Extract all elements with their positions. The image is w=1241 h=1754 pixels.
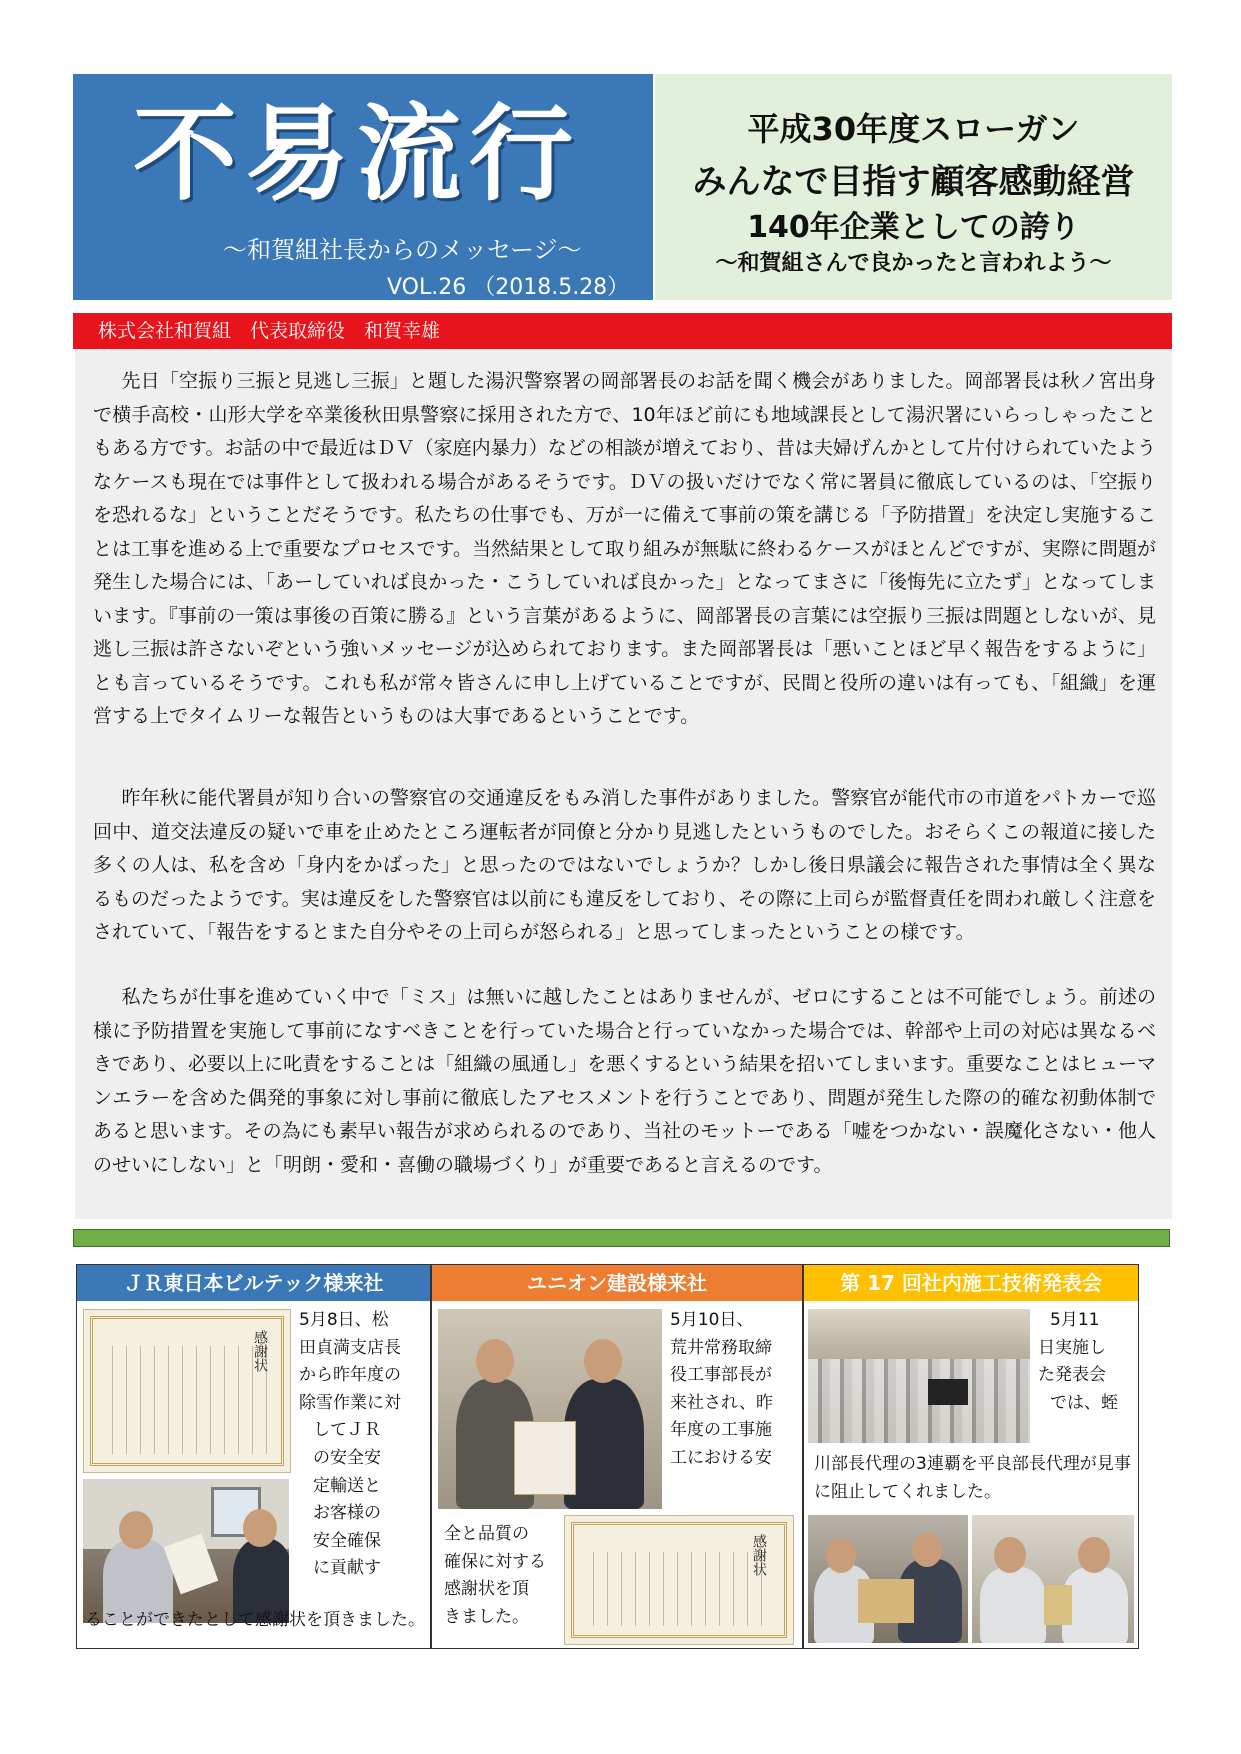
slogan-block	[655, 74, 1172, 300]
panel-text-line: 定輸送と	[313, 1475, 381, 1496]
author-bar: 株式会社和賀組 代表取締役 和賀幸雄	[73, 313, 1172, 349]
panel-text-line: 5月8日、松	[299, 1310, 389, 1330]
panel-text-line: から昨年度の	[299, 1365, 401, 1386]
panel-text-line: お客様の	[313, 1503, 381, 1524]
panel-text-line: の安全安	[313, 1447, 381, 1468]
panel-text-line: では、蛭	[1050, 1392, 1118, 1413]
slogan-line-2: みんなで目指す顧客感動経営	[692, 162, 1135, 202]
president-message	[75, 349, 1172, 1219]
message-paragraph-2: 昨年秋に能代署員が知り合いの警察官の交通違反をもみ消した事件がありました。警察官が能代市の市道をパトカーで巡回中、道交法違反の疑いで車を止めたところ運転者が同僚と分かり見逃したというものでした。おそらくこの報道に接した多くの人は、私を含め「身内をかばった」と思ったのではないでしょうか？しかし後日県議会に報告された事情は全く異なるものだったようです。実は違反をした警察官は以前にも違反をしており、その際に上司らが監督責任を問われ厳しく注意をされていて、「報告をするとまた自分やその上司らが怒られる」と思ってしまったということの様です。	[93, 787, 1156, 943]
panel-text-line: きました。	[444, 1606, 529, 1627]
panel-text-line: 荒井常務取締	[670, 1337, 772, 1358]
panel-text-line: してＪＲ	[313, 1420, 381, 1441]
panel-text-line: た発表会	[1038, 1365, 1106, 1386]
slogan-line-3: 140年企業としての誇り	[747, 210, 1080, 245]
certificate-title: 感謝状	[751, 1534, 767, 1576]
panel-text-tail: ることができたとして感謝状を頂きました。	[85, 1610, 425, 1630]
slogan-line-4: ～和賀組さんで良かったと言われよう～	[715, 251, 1112, 276]
panel-text-column	[1038, 1307, 1134, 1417]
panel-text-line: 全と品質の	[444, 1524, 529, 1544]
handshake-photo	[438, 1309, 662, 1509]
award-handover-photo	[83, 1479, 289, 1623]
newsletter-title-block	[73, 74, 653, 300]
certificate-photo	[564, 1515, 794, 1645]
certificate-title: 感謝状	[252, 1330, 268, 1372]
panel-text-tail: 川部長代理の3連覇を平良部長代理が見事に阻止してくれました。	[814, 1454, 1131, 1502]
certificate-photo	[83, 1309, 291, 1473]
panel-text-line: 除雪作業に対	[299, 1392, 401, 1413]
panel-text-column	[444, 1521, 562, 1631]
section-divider	[73, 1229, 1170, 1247]
award-photo-left	[808, 1515, 968, 1643]
panel-title: ＪＲ東日本ビルテック様来社	[77, 1265, 430, 1301]
panel-title: 第 17 回社内施工技術発表会	[804, 1265, 1138, 1301]
message-paragraph-3: 私たちが仕事を進めていく中で「ミス」は無いに越したことはありませんが、ゼロにすることは不可能でしょう。前述の様に予防措置を実施して事前になすべきことを行っていた場合と行っていなかった場合では、幹部や上司の対応は異なるべきであり、必要以上に叱責をすることは「組織の風通し」を悪くするという結果を招いてしまいます。重要なことはヒューマンエラーを含めた偶発的事象に対し事前に徹底したアセスメントを行うことであり、問題が発生した際の的確な初動体制であると思います。その為にも素早い報告が求められるのであり、当社のモットーである「嘘をつかない・誤魔化さない・他人のせいにしない」と「明朗・愛和・喜働の職場づくり」が重要であると言えるのです。	[93, 986, 1156, 1176]
presentation-hall-photo	[808, 1309, 1030, 1443]
panel-text-line: 年度の工事施	[670, 1420, 772, 1441]
panel-text-line: 感謝状を頂	[444, 1579, 529, 1600]
panel-jr-visit	[76, 1264, 431, 1649]
panel-text-line: 田貞満支店長	[299, 1337, 401, 1358]
panel-text-column	[670, 1307, 800, 1473]
panel-text-line: 5月10日、	[670, 1310, 754, 1330]
panel-union-visit	[431, 1264, 803, 1649]
panel-text-line: に貢献す	[313, 1558, 381, 1579]
newsletter-title: 不易流行	[133, 92, 582, 215]
volume-date: VOL.26 （2018.5.28）	[387, 275, 630, 300]
panel-tech-presentation	[803, 1264, 1139, 1649]
panel-text-line: 安全確保	[313, 1530, 381, 1551]
panel-text-line: 確保に対する	[444, 1551, 546, 1572]
panel-text-line: 来社され、昨	[670, 1392, 774, 1413]
slogan-line-1: 平成30年度スローガン	[747, 110, 1080, 148]
panel-text-line: 工における安	[670, 1447, 772, 1468]
panel-title: ユニオン建設様来社	[432, 1265, 802, 1301]
panel-text-line: 5月11	[1050, 1310, 1100, 1330]
panel-text-column	[299, 1307, 425, 1583]
award-photo-right	[972, 1515, 1134, 1643]
panel-text-line: 役工事部長が	[670, 1365, 772, 1386]
panel-text-line: 日実施し	[1038, 1337, 1106, 1358]
newsletter-subtitle: ～和賀組社長からのメッセージ～	[223, 236, 582, 264]
message-paragraph-1: 先日「空振り三振と見逃し三振」と題した湯沢警察署の岡部署長のお話を聞く機会がありました。岡部署長は秋ノ宮出身で横手高校・山形大学を卒業後秋田県警察に採用された方で、10年ほど前にも地域課長として湯沢署にいらっしゃったこともある方です。お話の中で最近はＤＶ（家庭内暴力）などの相談が増えており、昔は夫婦げんかとして片付けられていたようなケースも現在では事件として扱われる場合があるそうです。ＤＶの扱いだけでなく常に署員に徹底しているのは、「空振りを恐れるな」ということだそうです。私たちの仕事でも、万が一に備えて事前の策を講じる「予防措置」を決定し実施することは工事を進める上で重要なプロセスです。当然結果として取り組みが無駄に終わるケースがほとんどですが、実際に問題が発生した場合には、「あーしていれば良かった・こうしていれば良かった」となってまさに「後悔先に立たず」となってしまいます。『事前の一策は事後の百策に勝る』という言葉があるように、岡部署長の言葉には空振り三振は問題としないが、見逃し三振は許さないぞという強いメッセージが込められております。また岡部署長は「悪いことほど早く報告をするように」とも言っているそうです。これも私が常々皆さんに申し上げていることですが、民間と役所の違いは有っても、「組織」を運営する上でタイムリーな報告というものは大事であるということです。	[93, 370, 1156, 727]
